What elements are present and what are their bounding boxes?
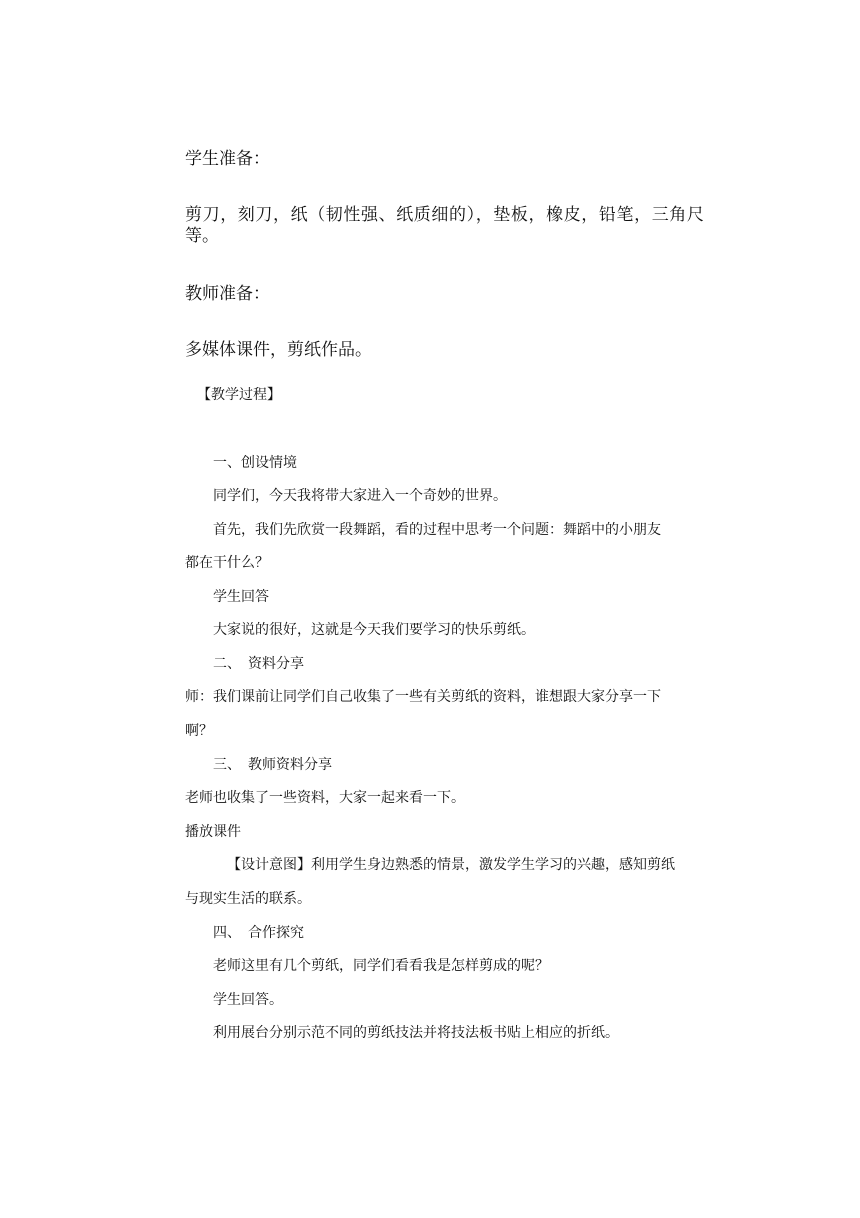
paragraph-line: 学生回答。 (213, 992, 283, 1008)
paragraph-line: 首先，我们先欣赏一段舞蹈，看的过程中思考一个问题：舞蹈中的小朋友 (213, 522, 661, 538)
paragraph-line: 师：我们课前让同学们自己收集了一些有关剪纸的资料，谁想跟大家分享一下 (185, 689, 661, 705)
paragraph-line: 都在干什么？ (185, 555, 269, 571)
teacher-prep-body: 多媒体课件，剪纸作品。 (185, 340, 372, 360)
process-heading: 【教学过程】 (197, 387, 281, 403)
paragraph-line: 四、 合作探究 (213, 925, 304, 941)
paragraph-line: 播放课件 (185, 824, 241, 840)
paragraph-line: 大家说的很好，这就是今天我们要学习的快乐剪纸。 (213, 622, 535, 638)
student-prep-body-line1: 剪刀，刻刀，纸（韧性强、纸质细的），垫板，橡皮，铅笔，三角尺 (185, 205, 705, 225)
paragraph-line: 啊？ (185, 723, 213, 739)
student-prep-heading: 学生准备： (185, 149, 270, 169)
paragraph-line: 一、创设情境 (213, 455, 297, 471)
teacher-prep-heading: 教师准备： (185, 284, 270, 304)
paragraph-line: 同学们，今天我将带大家进入一个奇妙的世界。 (213, 488, 507, 504)
paragraph-line: 三、 教师资料分享 (213, 757, 332, 773)
paragraph-line: 老师这里有几个剪纸，同学们看看我是怎样剪成的呢？ (213, 958, 549, 974)
paragraph-line: 学生回答 (213, 589, 269, 605)
paragraph-line: 与现实生活的联系。 (185, 891, 311, 907)
paragraph-line: 利用展台分别示范不同的剪纸技法并将技法板书贴上相应的折纸。 (213, 1025, 619, 1041)
paragraph-line: 老师也收集了一些资料，大家一起来看一下。 (185, 790, 465, 806)
student-prep-body-line2: 等。 (185, 226, 219, 246)
paragraph-line: 二、 资料分享 (213, 656, 304, 672)
paragraph-line: 【设计意图】利用学生身边熟悉的情景，激发学生学习的兴趣，感知剪纸 (227, 857, 675, 873)
